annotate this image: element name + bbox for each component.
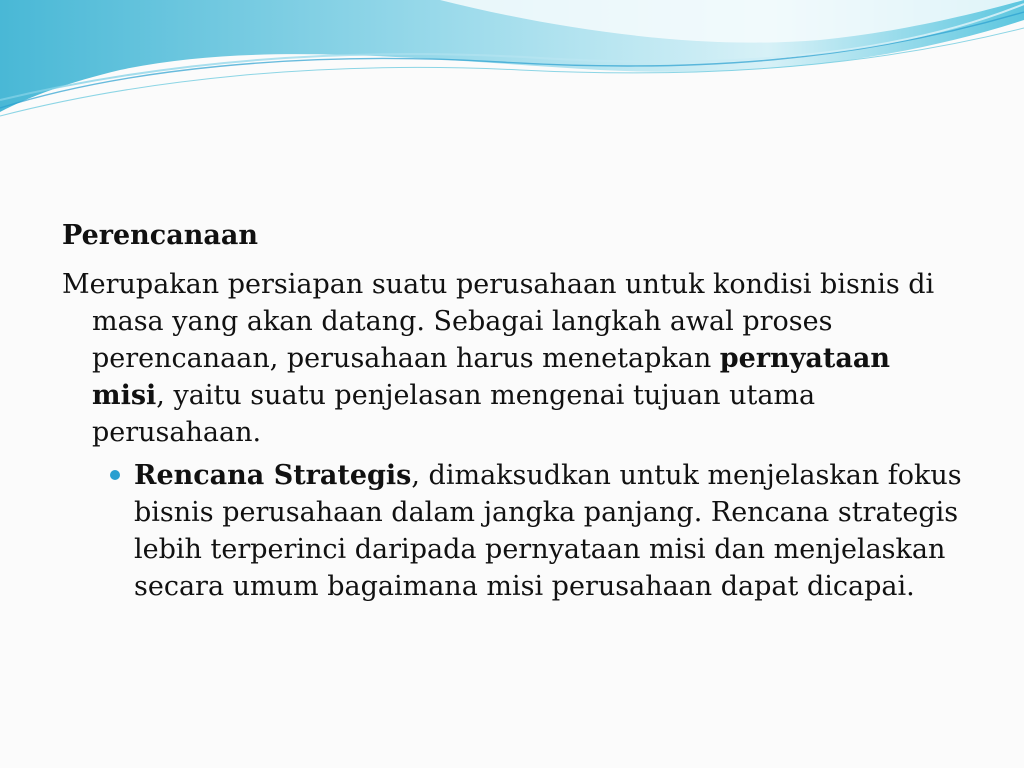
bullet-bold-term: Rencana Strategis xyxy=(134,460,412,491)
slide-heading: Perencanaan xyxy=(62,220,258,251)
bullet-body: , dimaksudkan untuk menjelaskan fokus bisnis perusahaan dalam jangka panjang. Rencana strategis lebih terperinci daripada pernyataan misi dan menjelaskan secara umum bagaimana misi perusahaan dapat dicapai. xyxy=(134,460,962,602)
decorative-wave-header xyxy=(0,0,1024,130)
slide-body xyxy=(62,218,962,605)
paragraph-bold-term: pernyataan misi xyxy=(92,343,890,411)
bullet-dot-icon xyxy=(110,470,120,480)
paragraph-text-1: Merupakan persiapan suatu perusahaan untuk kondisi bisnis di masa yang akan datang. Sebagai langkah awal proses perencanaan, perusahaan harus menetapkan xyxy=(62,269,935,374)
bullet-item xyxy=(134,457,964,605)
bullet-text xyxy=(134,460,962,602)
paragraph-text-2: , yaitu suatu penjelasan mengenai tujuan utama perusahaan. xyxy=(92,380,816,448)
intro-paragraph xyxy=(62,266,962,451)
